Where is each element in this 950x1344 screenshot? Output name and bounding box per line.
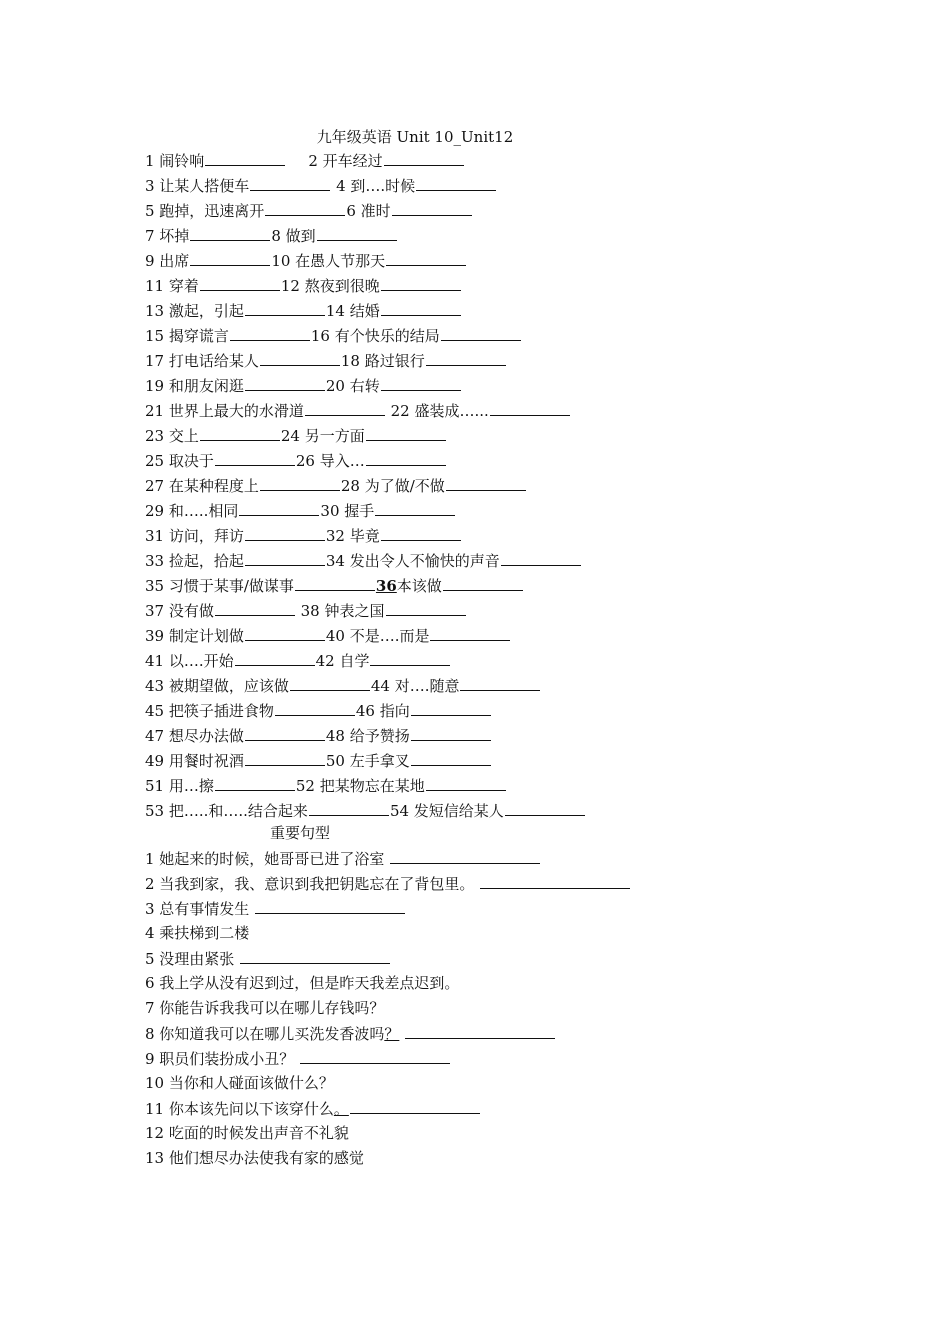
phrase-label: 20 右转 xyxy=(325,377,380,395)
answer-blank[interactable] xyxy=(260,350,340,366)
phrase-row xyxy=(145,525,462,546)
answer-blank[interactable] xyxy=(265,200,345,216)
phrase-label: 11 穿着 xyxy=(145,277,199,295)
answer-blank[interactable] xyxy=(381,525,461,541)
answer-blank[interactable] xyxy=(350,1098,480,1114)
phrase-row xyxy=(145,350,507,371)
phrase-label: 28 为了做/不做 xyxy=(340,477,445,495)
answer-blank[interactable] xyxy=(190,250,270,266)
phrase-label: 54 发短信给某人 xyxy=(389,802,504,820)
sentence-row xyxy=(145,973,459,993)
phrase-row xyxy=(145,200,473,221)
answer-blank[interactable] xyxy=(460,675,540,691)
answer-blank[interactable] xyxy=(190,225,270,241)
phrase-label: 46 指向 xyxy=(355,702,410,720)
phrase-row xyxy=(145,500,456,521)
answer-blank[interactable] xyxy=(215,775,295,791)
phrase-label: 47 想尽办法做 xyxy=(145,727,244,745)
answer-blank[interactable] xyxy=(245,300,325,316)
answer-blank[interactable] xyxy=(295,575,375,591)
phrase-label: 44 对….随意 xyxy=(370,677,460,695)
phrase-label: 51 用…擦 xyxy=(145,777,214,795)
answer-blank[interactable] xyxy=(305,400,385,416)
answer-blank[interactable] xyxy=(317,225,397,241)
phrase-label: 39 制定计划做 xyxy=(145,627,244,645)
phrase-label: 5 跑掉，迅速离开 xyxy=(145,202,265,220)
phrase-label: 14 结婚 xyxy=(325,302,380,320)
phrase-label: 4 到….时候 xyxy=(336,177,416,195)
sentence-text: 8 你知道我可以在哪儿买洗发香波吗 xyxy=(145,1025,385,1043)
phrase-label: 30 握手 xyxy=(320,502,375,520)
sentence-row xyxy=(145,998,384,1018)
answer-blank[interactable] xyxy=(426,775,506,791)
answer-blank[interactable] xyxy=(490,400,570,416)
phrase-label: 23 交上 xyxy=(145,427,199,445)
phrase-label: 29 和…..相同 xyxy=(145,502,239,520)
answer-blank[interactable] xyxy=(255,898,405,914)
phrase-label: 40 不是….而是 xyxy=(325,627,430,645)
answer-blank[interactable] xyxy=(441,325,521,341)
answer-blank[interactable] xyxy=(375,500,455,516)
phrase-label: 21 世界上最大的水滑道 xyxy=(145,402,304,420)
sentence-row xyxy=(145,898,406,919)
phrase-label: 27 在某种程度上 xyxy=(145,477,259,495)
phrase-row xyxy=(145,750,492,771)
phrase-row xyxy=(145,425,447,446)
answer-blank[interactable] xyxy=(245,750,325,766)
phrase-label: 42 自学 xyxy=(315,652,370,670)
answer-blank[interactable] xyxy=(245,725,325,741)
answer-blank[interactable] xyxy=(386,250,466,266)
phrase-label: 本该做 xyxy=(396,577,442,595)
phrase-row xyxy=(145,775,507,796)
phrase-row xyxy=(145,150,465,171)
sentence-row xyxy=(145,923,249,943)
sentence-text: 10 当你和人碰面该做什么？ xyxy=(145,1074,334,1092)
phrase-label: 50 左手拿叉 xyxy=(325,752,410,770)
answer-blank[interactable] xyxy=(446,475,526,491)
phrase-row xyxy=(145,650,451,671)
answer-blank[interactable] xyxy=(411,725,491,741)
answer-blank[interactable] xyxy=(430,625,510,641)
answer-blank[interactable] xyxy=(245,625,325,641)
answer-blank[interactable] xyxy=(275,700,355,716)
phrase-row xyxy=(145,475,527,496)
phrase-label: 22 盛装成…... xyxy=(390,402,489,420)
phrase-row xyxy=(145,550,582,571)
answer-blank[interactable] xyxy=(300,1048,450,1064)
answer-blank[interactable] xyxy=(505,800,585,816)
phrase-label: 16 有个快乐的结局 xyxy=(310,327,440,345)
answer-blank[interactable] xyxy=(235,650,315,666)
phrase-row xyxy=(145,400,571,421)
phrase-number-36: 36 xyxy=(375,577,397,595)
phrase-label: 45 把筷子插进食物 xyxy=(145,702,274,720)
answer-blank[interactable] xyxy=(443,575,523,591)
sentence-row xyxy=(145,1123,349,1143)
answer-blank[interactable] xyxy=(230,325,310,341)
sentence-row xyxy=(145,1073,334,1093)
phrase-label: 41 以….开始 xyxy=(145,652,234,670)
answer-blank[interactable] xyxy=(215,600,295,616)
answer-blank[interactable] xyxy=(200,275,280,291)
phrase-row xyxy=(145,575,524,596)
answer-blank[interactable] xyxy=(240,948,390,964)
phrase-label: 10 在愚人节那天 xyxy=(271,252,386,270)
answer-blank[interactable] xyxy=(411,750,491,766)
phrase-label: 13 激起，引起 xyxy=(145,302,244,320)
phrase-label: 35 习惯于某事/做谋事 xyxy=(145,577,294,595)
sentence-text: 9 职员们装扮成小丑？ xyxy=(145,1050,295,1068)
sentence-row xyxy=(145,1048,451,1069)
phrase-label: 43 被期望做，应该做 xyxy=(145,677,289,695)
answer-blank[interactable] xyxy=(416,175,496,191)
answer-blank[interactable] xyxy=(366,450,446,466)
sentence-text: 13 他们想尽办法使我有家的感觉 xyxy=(145,1149,364,1167)
phrase-row xyxy=(145,800,586,821)
worksheet-title: 九年级英语 Unit 10_Unit12 xyxy=(316,128,514,146)
sentence-text: 4 乘扶梯到二楼 xyxy=(145,924,250,942)
answer-blank[interactable] xyxy=(480,873,630,889)
phrase-label: 1 闹铃响 xyxy=(145,152,205,170)
phrase-label: 32 毕竟 xyxy=(325,527,380,545)
phrase-label: 52 把某物忘在某地 xyxy=(295,777,425,795)
phrase-label: 31 访问，拜访 xyxy=(145,527,244,545)
phrase-label: 8 做到 xyxy=(271,227,316,245)
phrase-label: 6 准时 xyxy=(346,202,391,220)
answer-blank[interactable] xyxy=(386,600,466,616)
phrase-row xyxy=(145,300,462,321)
sentence-row xyxy=(145,1098,481,1119)
answer-blank[interactable] xyxy=(366,425,446,441)
answer-blank[interactable] xyxy=(215,450,295,466)
sentence-text: 1 她起来的时候，她哥哥已进了浴室 xyxy=(145,850,385,868)
sentence-row xyxy=(145,1148,364,1168)
answer-blank[interactable] xyxy=(245,525,325,541)
answer-blank[interactable] xyxy=(245,550,325,566)
phrase-label: 49 用餐时祝酒 xyxy=(145,752,244,770)
sentences-heading: 重要句型 xyxy=(270,824,331,842)
sentence-text: 12 吃面的时候发出声音不礼貌 xyxy=(145,1124,349,1142)
phrase-label: 7 坏掉 xyxy=(145,227,190,245)
answer-blank[interactable] xyxy=(370,650,450,666)
sentence-text: 2 当我到家，我、意识到我把钥匙忘在了背包里。 xyxy=(145,875,475,893)
answer-blank[interactable] xyxy=(309,800,389,816)
sentence-text: 3 总有事情发生 xyxy=(145,900,250,918)
phrase-row xyxy=(145,600,467,621)
phrase-label: 15 揭穿谎言 xyxy=(145,327,229,345)
sentence-row xyxy=(145,948,391,969)
answer-blank[interactable] xyxy=(290,675,370,691)
question-mark: ？ xyxy=(384,1025,400,1043)
phrase-label: 24 另一方面 xyxy=(280,427,365,445)
phrase-row xyxy=(145,325,522,346)
phrase-label: 2 开车经过 xyxy=(308,152,383,170)
answer-blank[interactable] xyxy=(501,550,581,566)
phrase-label: 17 打电话给某人 xyxy=(145,352,259,370)
sentence-text: 7 你能告诉我我可以在哪儿存钱吗？ xyxy=(145,999,385,1017)
phrase-row xyxy=(145,625,511,646)
answer-blank[interactable] xyxy=(245,375,325,391)
phrase-label: 12 熬夜到很晚 xyxy=(280,277,380,295)
sentence-row xyxy=(145,848,541,869)
phrase-label: 3 让某人搭便车 xyxy=(145,177,250,195)
phrase-row xyxy=(145,675,541,696)
answer-blank[interactable] xyxy=(381,300,461,316)
answer-blank[interactable] xyxy=(426,350,506,366)
sentence-text: 5 没理由紧张 xyxy=(145,950,235,968)
phrase-label: 33 捡起，拾起 xyxy=(145,552,244,570)
answer-blank[interactable] xyxy=(381,275,461,291)
phrase-label: 25 取决于 xyxy=(145,452,214,470)
period-mark: 。 xyxy=(333,1100,349,1118)
phrase-label: 48 给予赞扬 xyxy=(325,727,410,745)
answer-blank[interactable] xyxy=(411,700,491,716)
answer-blank[interactable] xyxy=(405,1023,555,1039)
phrase-label: 19 和朋友闲逛 xyxy=(145,377,244,395)
answer-blank[interactable] xyxy=(205,150,285,166)
answer-blank[interactable] xyxy=(384,150,464,166)
phrase-label: 53 把…..和…..结合起来 xyxy=(145,802,308,820)
sentence-row xyxy=(145,1023,556,1044)
phrase-row xyxy=(145,375,462,396)
phrase-label: 37 没有做 xyxy=(145,602,214,620)
answer-blank[interactable] xyxy=(239,500,319,516)
phrase-row xyxy=(145,225,398,246)
answer-blank[interactable] xyxy=(381,375,461,391)
phrase-row xyxy=(145,725,492,746)
answer-blank[interactable] xyxy=(390,848,540,864)
sentence-text: 6 我上学从没有迟到过，但是昨天我差点迟到。 xyxy=(145,974,460,992)
phrase-label: 9 出席 xyxy=(145,252,190,270)
sentence-row xyxy=(145,873,631,894)
phrase-row xyxy=(145,250,467,271)
phrase-row xyxy=(145,175,497,196)
answer-blank[interactable] xyxy=(250,175,330,191)
phrase-label: 26 导入… xyxy=(295,452,365,470)
phrase-label: 18 路过银行 xyxy=(340,352,425,370)
phrase-label: 38 钟表之国 xyxy=(300,602,385,620)
answer-blank[interactable] xyxy=(200,425,280,441)
answer-blank[interactable] xyxy=(260,475,340,491)
phrase-row xyxy=(145,275,462,296)
sentence-text: 11 你本该先问以下该穿什么 xyxy=(145,1100,334,1118)
phrase-label: 34 发出令人不愉快的声音 xyxy=(325,552,500,570)
phrase-row xyxy=(145,700,492,721)
answer-blank[interactable] xyxy=(392,200,472,216)
phrase-row xyxy=(145,450,447,471)
